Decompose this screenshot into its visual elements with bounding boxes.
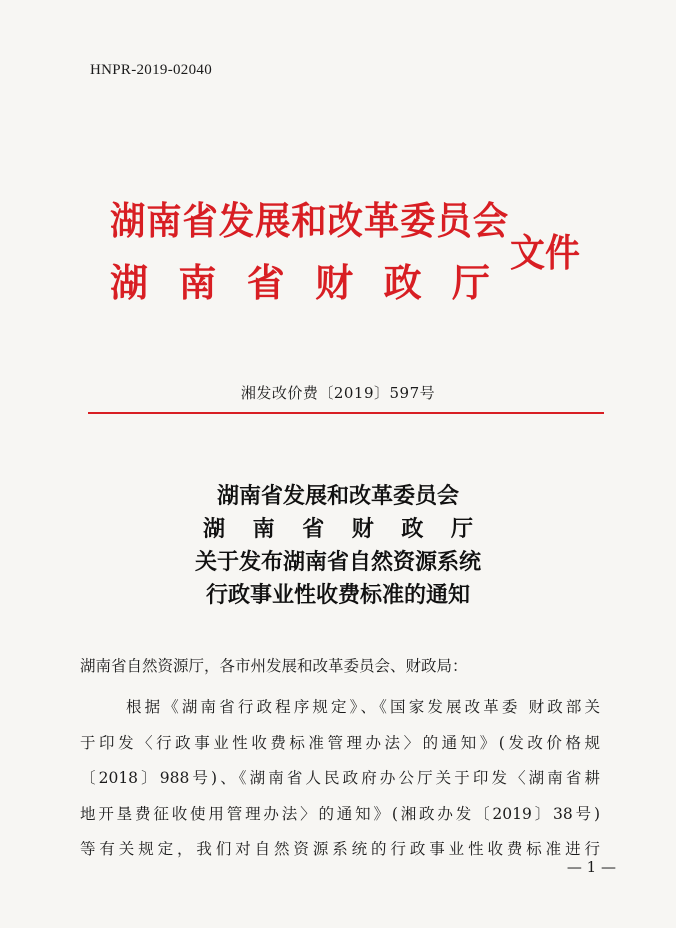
title-char: 财 — [351, 517, 374, 542]
title-line-2 — [0, 513, 676, 546]
salutation: 湖南省自然资源厅，各市州发展和改革委员会、财政局： — [80, 657, 468, 675]
body-line: 地开垦费征收使用管理办法〉的通知》(湘政办发〔2019〕38号) — [80, 804, 600, 823]
masthead-wenjian: 文件 — [510, 231, 580, 275]
page-number: — 1 — — [566, 858, 616, 876]
masthead-char: 省 — [246, 261, 285, 305]
title-line-1: 湖南省发展和改革委员会 — [216, 484, 459, 509]
document-code: HNPR-2019-02040 — [90, 62, 213, 78]
body-line: 等有关规定，我们对自然资源系统的行政事业性收费标准进行 — [80, 840, 600, 858]
masthead-char: 南 — [178, 261, 217, 305]
body-line: 于印发〈行政事业性收费标准管理办法〉的通知》(发改价格规 — [80, 733, 600, 752]
masthead-issuer-2 — [110, 252, 490, 307]
masthead-char: 湖 — [110, 261, 149, 305]
title-line-4: 行政事业性收费标准的通知 — [205, 583, 470, 608]
masthead-char: 政 — [383, 261, 422, 305]
body-line: 〔2018〕988号)、《湖南省人民政府办公厅关于印发〈湖南省耕 — [80, 769, 600, 787]
masthead-issuer-1: 湖南省发展和改革委员会 — [110, 199, 509, 243]
title-char: 厅 — [450, 517, 473, 542]
masthead-char: 财 — [315, 261, 354, 305]
title-char: 湖 — [203, 517, 226, 542]
masthead-char: 厅 — [451, 261, 490, 305]
red-divider — [88, 412, 604, 414]
title-char: 政 — [401, 517, 424, 542]
body-line: 根据《湖南省行政程序规定》、《国家发展改革委 财政部关 — [126, 698, 600, 716]
document-number: 湘发改价费〔2019〕597号 — [240, 384, 436, 402]
title-char: 省 — [302, 517, 325, 542]
notice-title — [0, 480, 676, 612]
bleed-through — [240, 118, 255, 139]
title-char: 南 — [252, 517, 275, 542]
title-line-3: 关于发布湖南省自然资源系统 — [194, 550, 481, 575]
body-paragraph — [80, 690, 600, 868]
